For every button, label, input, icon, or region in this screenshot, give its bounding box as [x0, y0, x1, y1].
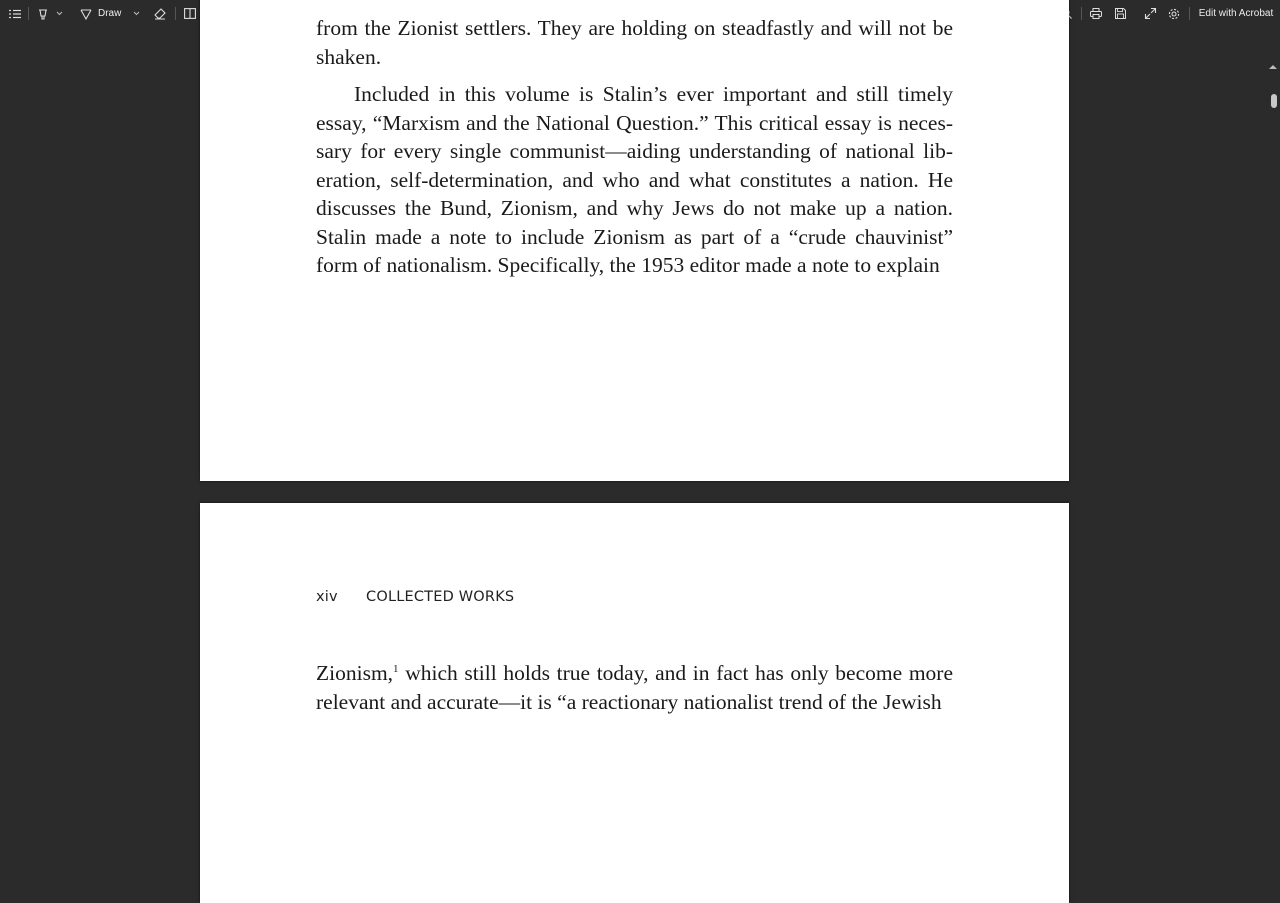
pdf-page [200, 503, 1069, 903]
toolbar-divider [1081, 7, 1082, 20]
two-page-icon[interactable] [182, 0, 198, 27]
chevron-down-icon[interactable] [131, 0, 141, 27]
contents-icon[interactable] [6, 0, 24, 27]
paragraph-rest: which still holds true today, and in fact has only become more relevant and accurate—it is “a reactionary nationalist trend of the Jewish [316, 661, 953, 714]
save-icon[interactable] [1112, 0, 1128, 27]
toolbar-divider [175, 7, 176, 20]
paragraph: from the Zionist settlers. They are holding on steadfastly and will not be shaken. [316, 16, 953, 69]
running-header [316, 589, 514, 605]
scrollbar-thumb[interactable] [1271, 94, 1277, 108]
scroll-up-arrow[interactable] [1268, 58, 1278, 68]
edit-with-acrobat-button[interactable] [1196, 0, 1276, 27]
draw-label: Draw [98, 8, 122, 19]
page-text [316, 14, 953, 280]
document-viewer[interactable] [0, 16, 1280, 720]
draw-button[interactable] [80, 0, 124, 27]
paragraph [316, 659, 953, 716]
paragraph: Included in this volume is Stalin’s ever important and still timely essay, “Marxism and the National Question.” This critical essay is necessary for every single communist—aiding understanding of national liberation, self-determination, and who and what constitutes a nation. He discusses the Bund, Zionism, and why Jews do not make up a nation. Stalin made a note to include Zionism as part of a “crude chauvinist” form of nationalism. Specifically, the 1953 editor made a note to explain [316, 82, 953, 277]
draw-icon [80, 8, 92, 20]
print-icon[interactable] [1088, 0, 1104, 27]
pdf-page [200, 0, 1069, 481]
erase-icon[interactable] [152, 0, 168, 27]
edit-with-acrobat-label: Edit with Acrobat [1198, 8, 1274, 19]
page-text [316, 659, 953, 716]
page-number: xiv [316, 589, 338, 605]
footnote-reference[interactable]: 1 [393, 663, 399, 675]
highlight-icon[interactable] [35, 0, 51, 27]
paragraph-start: Zionism, [316, 661, 394, 685]
toolbar-divider [28, 7, 29, 20]
chevron-down-icon[interactable] [54, 0, 64, 27]
running-title: COLLECTED WORKS [366, 589, 515, 605]
fullscreen-icon[interactable] [1142, 0, 1158, 27]
settings-icon[interactable] [1166, 0, 1182, 27]
toolbar-divider [1189, 7, 1190, 20]
